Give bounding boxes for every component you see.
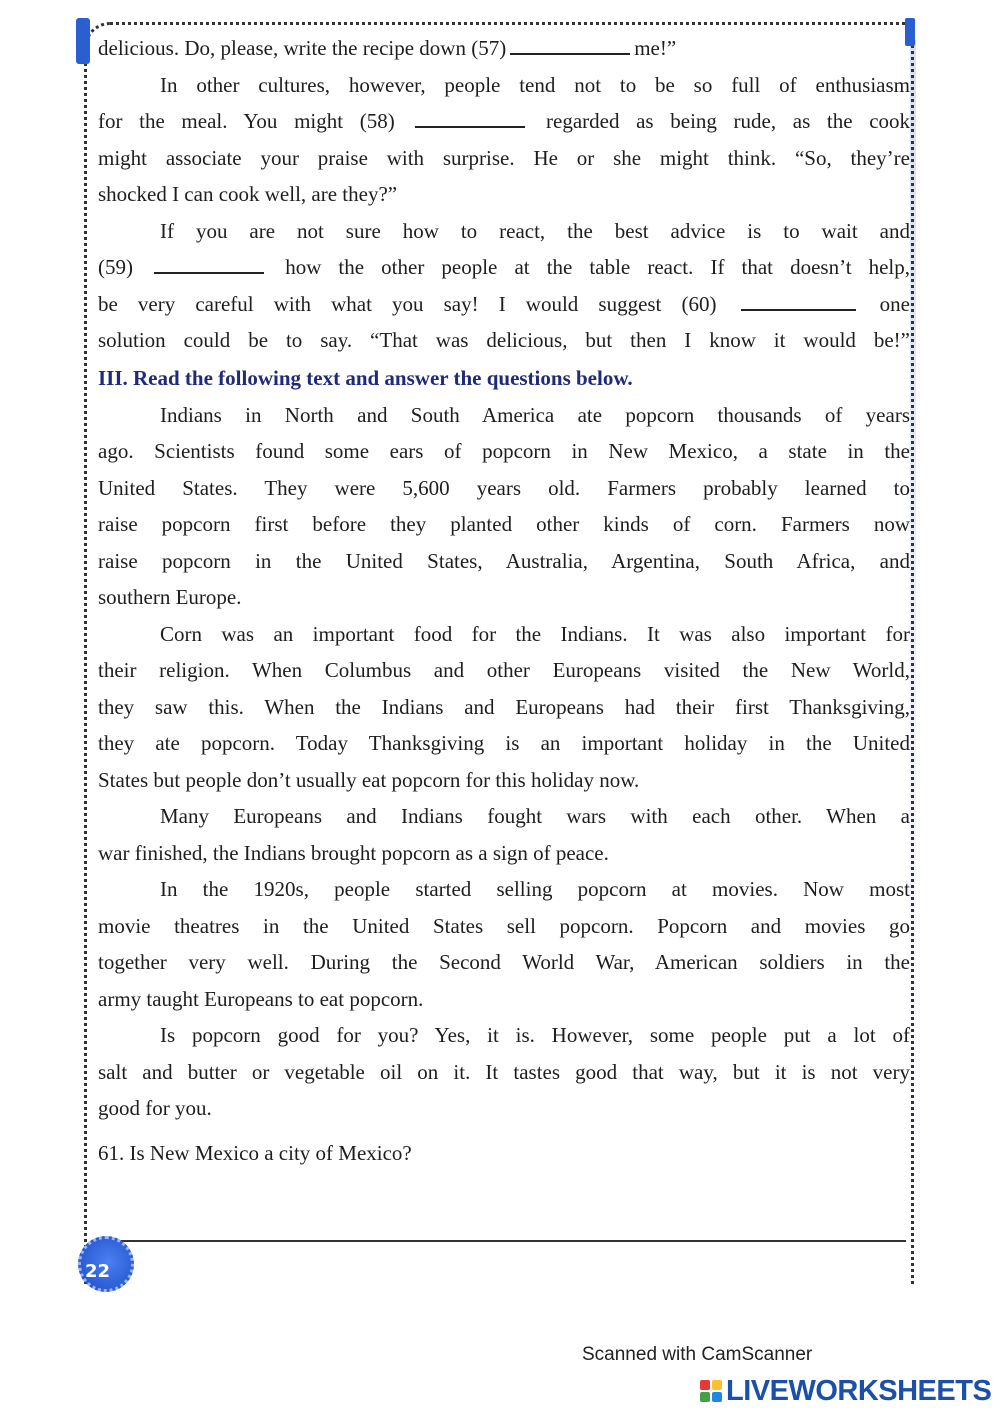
- reading-line: war finished, the Indians brought popcorn as a sign of peace.: [98, 840, 609, 865]
- text: one: [879, 291, 910, 316]
- blank-57[interactable]: [510, 35, 630, 55]
- reading-line: United States. They were 5,600 years old. Farmers probably learned to: [98, 475, 910, 500]
- reading-line: Corn was an important food for the Indians. It was also important for: [160, 621, 910, 646]
- text: be very careful with what you say! I would suggest (60): [98, 291, 717, 316]
- passage-line: might associate your praise with surprise. He or she might think. “So, they’re: [98, 145, 910, 170]
- reading-line: together very well. During the Second World War, American soldiers in the: [98, 950, 910, 974]
- reading-line: salt and butter or vegetable oil on it. It tastes good that way, but it is not very: [98, 1059, 910, 1084]
- scanner-watermark: Scanned with CamScanner: [582, 1344, 813, 1365]
- passage-line: In other cultures, however, people tend not to be so full of enthusiasm: [160, 72, 910, 97]
- reading-line: army taught Europeans to eat popcorn.: [98, 986, 424, 1011]
- answer-line-61[interactable]: [98, 1240, 906, 1242]
- text: for the meal. You might (58): [98, 109, 395, 133]
- line-60: [98, 286, 910, 323]
- blank-58[interactable]: [415, 108, 525, 128]
- reading-line: ago. Scientists found some ears of popcorn in New Mexico, a state in the: [98, 439, 910, 463]
- text: how the other people at the table react. If that doesn’t help,: [285, 255, 911, 279]
- corner-tab-left: [76, 18, 90, 64]
- reading-line: Indians in North and South America ate popcorn thousands of years: [160, 402, 910, 427]
- reading-line: States but people don’t usually eat popcorn for this holiday now.: [98, 767, 640, 792]
- reading-line: In the 1920s, people started selling popcorn at movies. Now most: [160, 877, 910, 901]
- reading-line: raise popcorn first before they planted other kinds of corn. Farmers now: [98, 512, 910, 536]
- page-number: 22: [85, 1261, 111, 1282]
- blank-60[interactable]: [741, 291, 856, 311]
- reading-line: Is popcorn good for you? Yes, it is. However, some people put a lot of: [160, 1023, 910, 1047]
- worksheet-content: [98, 30, 910, 1171]
- line-57: [98, 30, 910, 67]
- reading-line: good for you.: [98, 1096, 212, 1120]
- section-heading: III. Read the following text and answer the questions below.: [98, 365, 633, 390]
- reading-line: movie theatres in the United States sell popcorn. Popcorn and movies go: [98, 913, 910, 938]
- reading-line: they ate popcorn. Today Thanksgiving is an important holiday in the United: [98, 731, 910, 755]
- text: delicious. Do, please, write the recipe down (57): [98, 36, 507, 60]
- text: me!”: [634, 36, 677, 60]
- line-59: [98, 249, 910, 286]
- reading-line: southern Europe.: [98, 585, 242, 609]
- liveworksheets-icon: [700, 1380, 722, 1402]
- text: (59): [98, 255, 133, 279]
- reading-line: raise popcorn in the United States, Australia, Argentina, South Africa, and: [98, 548, 910, 573]
- passage-line: solution could be to say. “That was delicious, but then I know it would be!”: [98, 328, 910, 352]
- blank-59[interactable]: [154, 254, 264, 274]
- passage-line: shocked I can cook well, are they?”: [98, 182, 398, 206]
- text: regarded as being rude, as the cook: [546, 109, 911, 133]
- question-61: 61. Is New Mexico a city of Mexico?: [98, 1140, 412, 1165]
- reading-line: their religion. When Columbus and other Europeans visited the New World,: [98, 658, 910, 682]
- liveworksheets-logo: [700, 1376, 991, 1406]
- passage-line: If you are not sure how to react, the best advice is to wait and: [160, 218, 910, 243]
- reading-line: Many Europeans and Indians fought wars with each other. When a: [160, 804, 910, 828]
- logo-text: LIVEWORKSHEETS: [726, 1374, 992, 1407]
- line-58: [98, 103, 910, 140]
- page-number-badge: [78, 1236, 134, 1292]
- reading-line: they saw this. When the Indians and Europeans had their first Thanksgiving,: [98, 694, 910, 719]
- spacer: [98, 1127, 910, 1135]
